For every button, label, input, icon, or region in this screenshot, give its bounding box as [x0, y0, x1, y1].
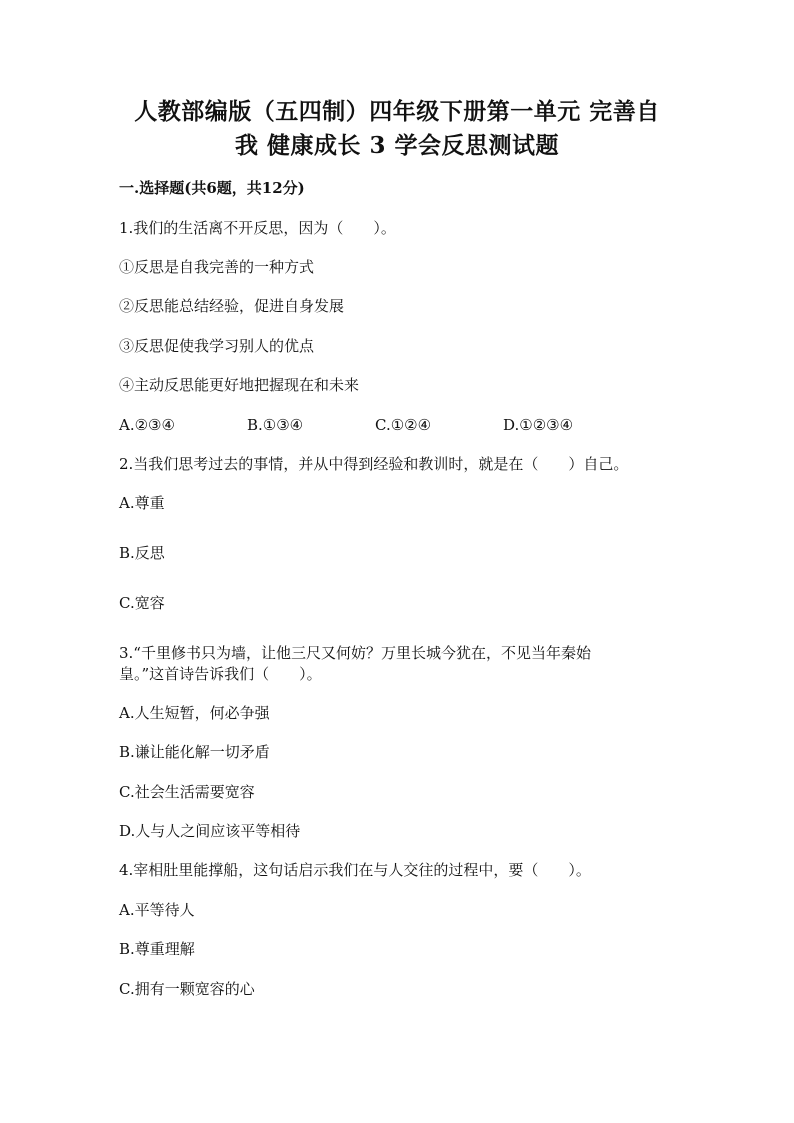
question-3-option-d[interactable]: D.人与人之间应该平等相待: [119, 822, 301, 840]
section-heading: 一.选择题(共6题，共12分): [119, 179, 305, 197]
question-3-option-c[interactable]: C.社会生活需要宽容: [119, 783, 255, 801]
question-4-option-c[interactable]: C.拥有一颗宽容的心: [119, 980, 255, 998]
question-3-stem-line-1: 3.“千里修书只为墙，让他三尺又何妨？万里长城今犹在，不见当年秦始: [119, 644, 591, 662]
question-1-statement-1: ①反思是自我完善的一种方式: [119, 258, 315, 276]
question-3-stem-line-2: 皇。”这首诗告诉我们（ ）。: [119, 665, 322, 683]
question-2-stem: 2.当我们思考过去的事情，并从中得到经验和教训时，就是在（ ）自己。: [119, 455, 629, 473]
document-title-line-2: 我 健康成长 3 学会反思测试题: [234, 132, 560, 159]
question-3-option-a[interactable]: A.人生短暂，何必争强: [119, 704, 270, 722]
question-4-stem: 4.宰相肚里能撑船，这句话启示我们在与人交往的过程中，要（ ）。: [119, 861, 591, 879]
question-1-stem: 1.我们的生活离不开反思，因为（ ）。: [119, 219, 396, 237]
question-2-option-a[interactable]: A.尊重: [119, 494, 165, 512]
question-4-option-a[interactable]: A.平等待人: [119, 901, 195, 919]
question-3-option-b[interactable]: B.谦让能化解一切矛盾: [119, 743, 270, 761]
question-1-statement-2: ②反思能总结经验，促进自身发展: [119, 297, 345, 315]
question-1-option-c[interactable]: C.①②④: [375, 416, 432, 434]
question-1-option-b[interactable]: B.①③④: [247, 416, 304, 434]
question-1-statement-3: ③反思促使我学习别人的优点: [119, 337, 315, 355]
question-1-statement-4: ④主动反思能更好地把握现在和未来: [119, 376, 360, 394]
question-2-option-b[interactable]: B.反思: [119, 544, 165, 562]
question-1-options: [119, 415, 679, 435]
question-1-option-d[interactable]: D.①②③④: [503, 416, 574, 434]
question-4-option-b[interactable]: B.尊重理解: [119, 940, 195, 958]
question-2-option-c[interactable]: C.宽容: [119, 594, 165, 612]
question-1-option-a[interactable]: A.②③④: [119, 416, 175, 434]
document-title-line-1: 人教部编版（五四制）四年级下册第一单元 完善自: [134, 98, 660, 125]
